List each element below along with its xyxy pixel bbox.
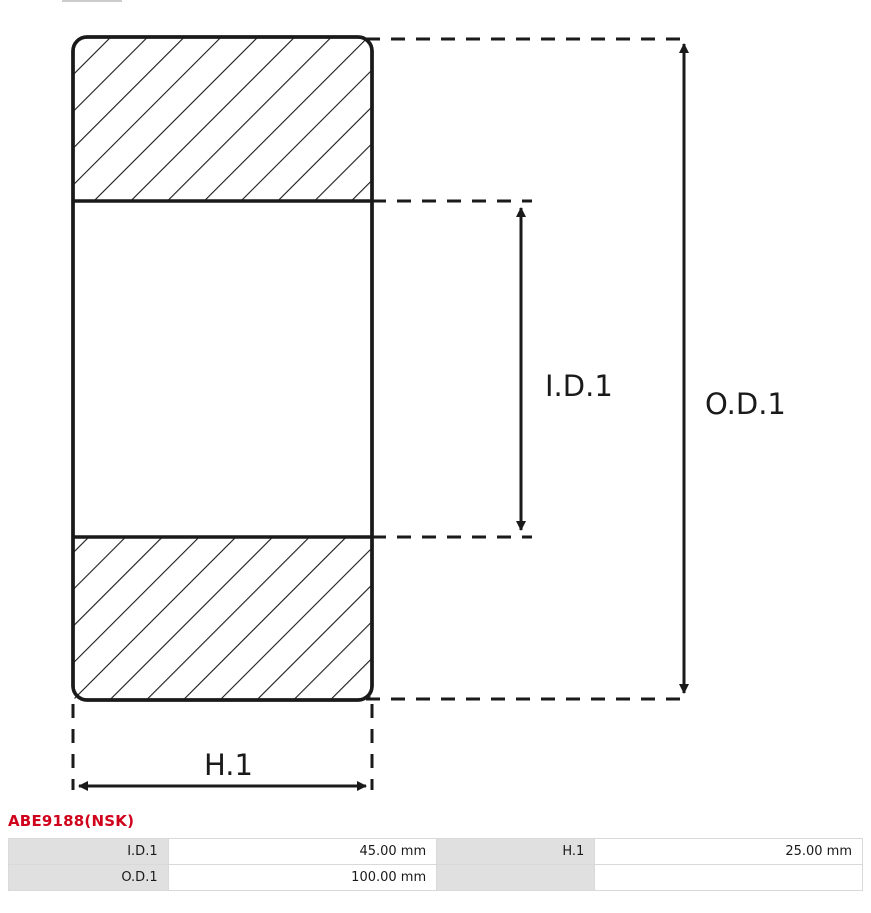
table-row <box>9 865 863 891</box>
specification-table <box>8 838 863 891</box>
spec-value-h: 25.00 mm <box>595 839 863 865</box>
table-row <box>9 839 863 865</box>
spec-value-empty <box>595 865 863 891</box>
height-dimension-label: H.1 <box>204 748 253 782</box>
spec-key-empty <box>437 865 595 891</box>
id-dimension-label: I.D.1 <box>545 369 613 403</box>
bearing-cross-section <box>73 37 372 700</box>
spec-value-id: 45.00 mm <box>168 839 437 865</box>
spec-key-id: I.D.1 <box>9 839 169 865</box>
spec-key-od: O.D.1 <box>9 865 169 891</box>
part-number: ABE9188(NSK) <box>8 812 135 830</box>
spec-value-od: 100.00 mm <box>168 865 437 891</box>
od-dimension-label: O.D.1 <box>705 387 786 421</box>
spec-key-h: H.1 <box>437 839 595 865</box>
